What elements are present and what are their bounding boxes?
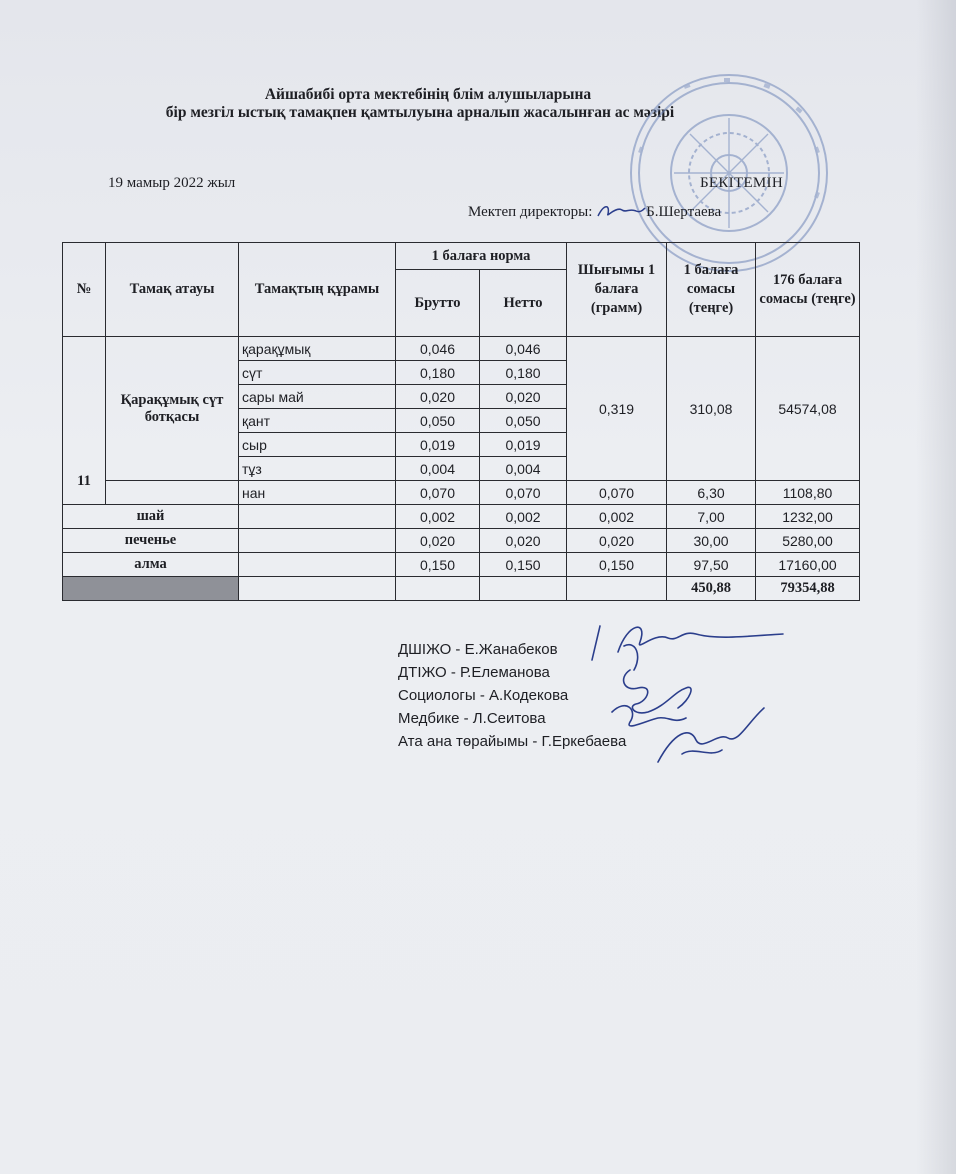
director-line [468,202,721,221]
col-header-norm: 1 балаға норма [396,243,567,270]
ingredient-netto: 0,019 [480,433,567,457]
empty-cell [239,553,396,577]
table-row [63,505,860,529]
col-header-dish-name: Тамақ атауы [106,243,239,337]
total-row [63,577,860,601]
empty-cell [239,577,396,601]
empty-cell [239,529,396,553]
ingredient-name: қарақұмық [239,337,396,361]
item-cost-one: 30,00 [667,529,756,553]
item-brutto: 0,020 [396,529,480,553]
signatory-line: Социологы - А.Кодекова [398,687,569,704]
item-netto: 0,002 [480,505,567,529]
item-name: алма [63,553,239,577]
table-row [63,553,860,577]
ingredient-netto: 0,046 [480,337,567,361]
ingredient-netto: 0,050 [480,409,567,433]
document-title-line-2: бір мезгіл ыстық тамақпен қамтылуына арналып жасалынған ас мәзірі [165,104,675,121]
col-header-composition: Тамақтың құрамы [239,243,396,337]
bread-cost-176: 1108,80 [756,481,860,505]
director-label: Мектеп директоры: [468,204,593,220]
signatory-line: Ата ана төрайымы - Г.Еркебаева [398,733,627,750]
table-row [63,529,860,553]
item-cost-176: 5280,00 [756,529,860,553]
item-netto: 0,020 [480,529,567,553]
item-output: 0,002 [567,505,667,529]
signatory-line: ДШІЖО - Е.Жанабеков [398,641,558,658]
bread-output: 0,070 [567,481,667,505]
document-date: 19 мамыр 2022 жыл [108,175,236,191]
table-row [63,481,860,505]
item-output: 0,150 [567,553,667,577]
ingredient-name: сары май [239,385,396,409]
ingredient-brutto: 0,020 [396,385,480,409]
ingredient-netto: 0,004 [480,457,567,481]
col-header-brutto: Брутто [396,270,480,337]
empty-cell [239,505,396,529]
director-signature-icon [596,202,646,220]
col-header-netto: Нетто [480,270,567,337]
ingredient-netto: 0,020 [480,385,567,409]
ingredient-name: тұз [239,457,396,481]
ingredient-netto: 0,180 [480,361,567,385]
ingredient-brutto: 0,019 [396,433,480,457]
item-cost-one: 97,50 [667,553,756,577]
dish-cost-176: 54574,08 [756,337,860,481]
item-name: шай [63,505,239,529]
total-cost-one: 450,88 [667,577,756,601]
col-header-output: Шығымы 1 балаға (грамм) [567,243,667,337]
ingredient-brutto: 0,046 [396,337,480,361]
table-row [63,337,860,361]
bread-composition: нан [239,481,396,505]
signatory-line: ДТІЖО - Р.Елеманова [398,664,550,681]
empty-cell [396,577,480,601]
bread-netto: 0,070 [480,481,567,505]
paper-edge-shadow [916,0,956,1174]
bread-cost-one: 6,30 [667,481,756,505]
dish-cost-one: 310,08 [667,337,756,481]
signatures-icon [578,612,788,772]
col-header-cost-one: 1 балаға сомасы (теңге) [667,243,756,337]
director-name: Б.Шертаева [646,204,722,220]
bread-brutto: 0,070 [396,481,480,505]
item-cost-one: 7,00 [667,505,756,529]
menu-table [62,242,860,601]
item-output: 0,020 [567,529,667,553]
dish-output: 0,319 [567,337,667,481]
total-cost-176: 79354,88 [756,577,860,601]
ingredient-name: сыр [239,433,396,457]
item-brutto: 0,150 [396,553,480,577]
item-cost-176: 1232,00 [756,505,860,529]
ingredient-name: қант [239,409,396,433]
item-brutto: 0,002 [396,505,480,529]
approval-label: БЕКІТЕМІН [700,175,783,191]
ingredient-brutto: 0,004 [396,457,480,481]
dish-name: Қарақұмық сүт ботқасы [106,337,239,481]
item-cost-176: 17160,00 [756,553,860,577]
document-title-line-1: Айшабибі орта мектебінің блім алушыларына [264,86,592,103]
item-name: печенье [63,529,239,553]
row-number: 11 [63,337,106,505]
shaded-cell [63,577,239,601]
empty-cell [567,577,667,601]
ingredient-brutto: 0,180 [396,361,480,385]
empty-cell [106,481,239,505]
empty-cell [480,577,567,601]
ingredient-name: сүт [239,361,396,385]
signatory-line: Медбике - Л.Сеитова [398,710,546,727]
item-netto: 0,150 [480,553,567,577]
col-header-cost-176: 176 балаға сомасы (теңге) [756,243,860,337]
ingredient-brutto: 0,050 [396,409,480,433]
col-header-no: № [63,243,106,337]
